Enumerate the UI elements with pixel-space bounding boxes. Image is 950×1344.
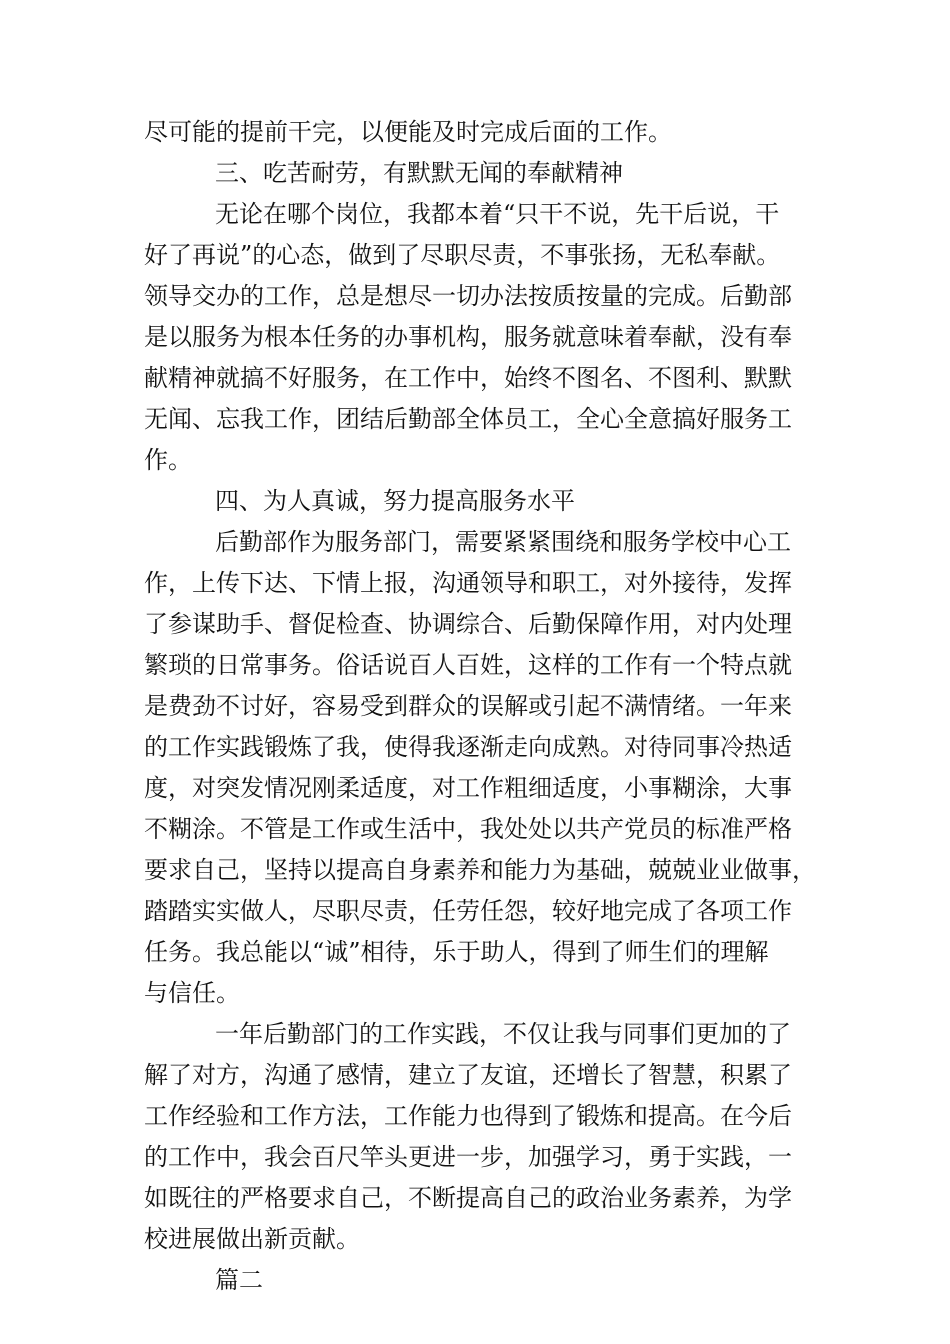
section-heading: 四、为人真诚，努力提高服务水平 bbox=[215, 487, 575, 515]
text-line: 踏踏实实做人，尽职尽责，任劳任怨，较好地完成了各项工作 bbox=[144, 897, 792, 925]
section-heading: 三、吃苦耐劳，有默默无闻的奉献精神 bbox=[215, 159, 623, 187]
text-line: 作。 bbox=[144, 446, 192, 474]
text-line: 繁琐的日常事务。俗话说百人百姓，这样的工作有一个特点就 bbox=[144, 651, 792, 679]
section-heading: 篇二 bbox=[215, 1266, 263, 1294]
text-line: 献精神就搞不好服务，在工作中，始终不图名、不图利、默默 bbox=[144, 364, 792, 392]
text-line: 解了对方，沟通了感情，建立了友谊，还增长了智慧，积累了 bbox=[144, 1061, 792, 1089]
text-line: 无闻、忘我工作，团结后勤部全体员工，全心全意搞好服务工 bbox=[144, 405, 792, 433]
text-line: 任务。我总能以“诚”相待，乐于助人，得到了师生们的理解 bbox=[144, 938, 769, 966]
text-line: 工作经验和工作方法，工作能力也得到了锻炼和提高。在今后 bbox=[144, 1102, 792, 1130]
text-line: 要求自己，坚持以提高自身素养和能力为基础，兢兢业业做事， bbox=[144, 856, 816, 884]
text-line: 一年后勤部门的工作实践，不仅让我与同事们更加的了 bbox=[215, 1020, 791, 1048]
text-line: 作，上传下达、下情上报，沟通领导和职工，对外接待，发挥 bbox=[144, 569, 792, 597]
text-line: 是以服务为根本任务的办事机构，服务就意味着奉献，没有奉 bbox=[144, 323, 792, 351]
text-line: 与信任。 bbox=[144, 979, 240, 1007]
text-line: 好了再说”的心态，做到了尽职尽责，不事张扬，无私奉献。 bbox=[144, 241, 781, 269]
text-line: 度，对突发情况刚柔适度，对工作粗细适度，小事糊涂，大事 bbox=[144, 774, 792, 802]
text-line: 如既往的严格要求自己，不断提高自己的政治业务素养，为学 bbox=[144, 1184, 792, 1212]
text-line: 的工作中，我会百尺竿头更进一步，加强学习，勇于实践，一 bbox=[144, 1143, 792, 1171]
text-line: 的工作实践锻炼了我，使得我逐渐走向成熟。对待同事冷热适 bbox=[144, 733, 792, 761]
text-line: 后勤部作为服务部门，需要紧紧围绕和服务学校中心工 bbox=[215, 528, 791, 556]
text-line: 无论在哪个岗位，我都本着“只干不说，先干后说，干 bbox=[215, 200, 780, 228]
text-line: 领导交办的工作，总是想尽一切办法按质按量的完成。后勤部 bbox=[144, 282, 792, 310]
text-line: 校进展做出新贡献。 bbox=[144, 1225, 360, 1253]
text-line: 尽可能的提前干完，以便能及时完成后面的工作。 bbox=[144, 118, 672, 146]
text-line: 了参谋助手、督促检查、协调综合、后勤保障作用，对内处理 bbox=[144, 610, 792, 638]
text-line: 是费劲不讨好，容易受到群众的误解或引起不满情绪。一年来 bbox=[144, 692, 792, 720]
text-line: 不糊涂。不管是工作或生活中，我处处以共产党员的标准严格 bbox=[144, 815, 792, 843]
